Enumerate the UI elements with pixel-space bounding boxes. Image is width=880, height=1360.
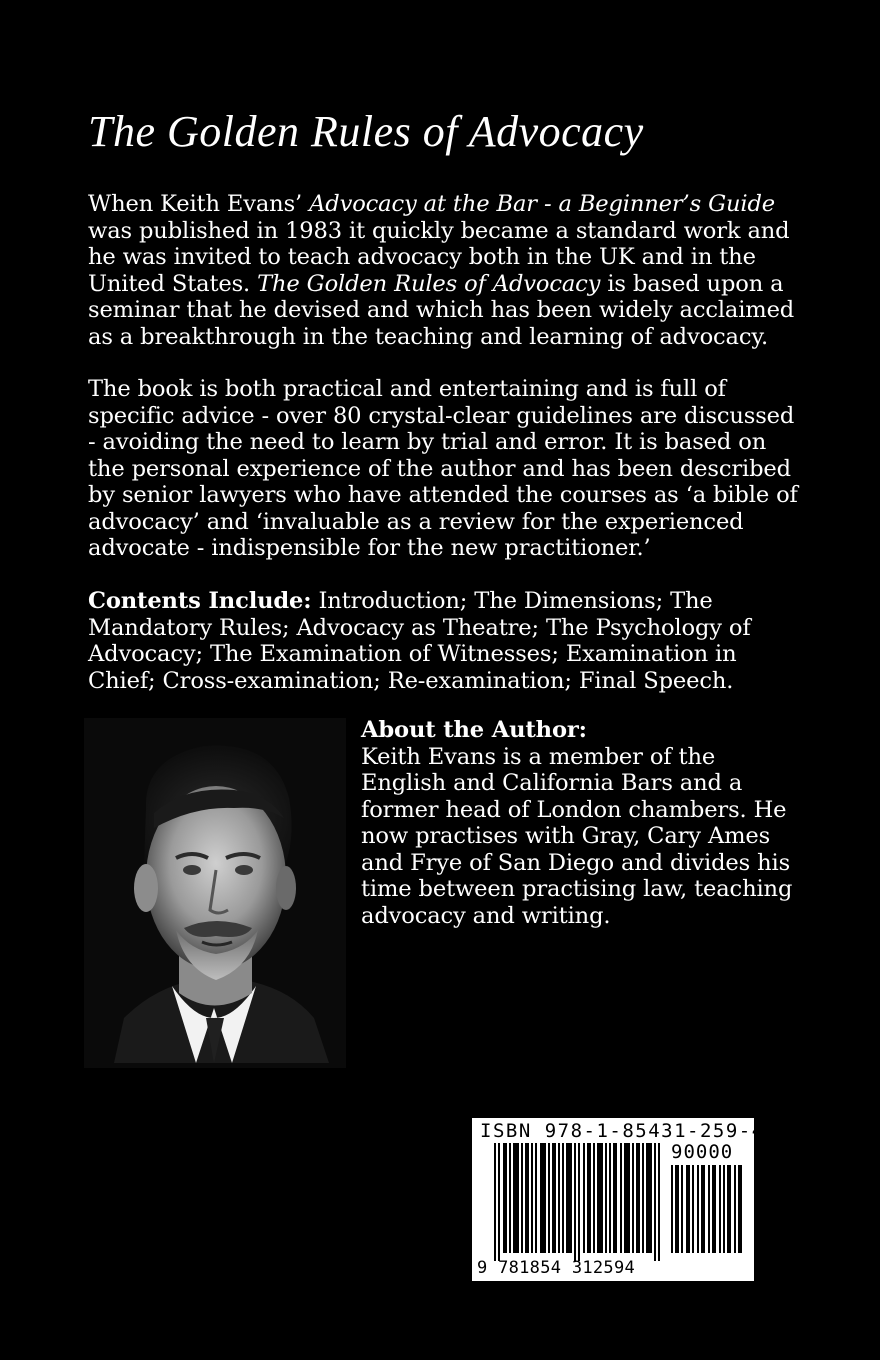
book-title: The Golden Rules of Advocacy	[88, 107, 644, 156]
barcode-bars-main	[494, 1143, 666, 1261]
author-photo	[84, 718, 346, 1068]
about-author	[361, 717, 801, 929]
price-code: 90000	[671, 1141, 734, 1163]
isbn-barcode	[472, 1118, 765, 1281]
desc-text: is based upon a seminar that he devised and which has been widely acclaimed as a breakthrough in the teaching and learning of advocacy.	[88, 270, 795, 350]
desc-italic-title: Advocacy at the Bar - a Beginner’s Guide	[309, 191, 775, 217]
desc-text: When Keith Evans’	[88, 191, 310, 217]
contents-paragraph	[88, 588, 808, 694]
desc-italic-title: The Golden Rules of Advocacy	[257, 270, 601, 297]
barcode-bars-addon	[671, 1165, 743, 1253]
isbn-number: ISBN 978-1-85431-259-4	[480, 1120, 765, 1142]
desc-text: was published in 1983 it quickly became a standard work and he was invited to teach advocacy both in the UK and in the United States.	[88, 217, 790, 297]
contents-label: Contents Include:	[88, 588, 312, 614]
about-author-bio: Keith Evans is a member of the English and California Bars and a former head of London chambers. He now practises with Gray, Cary Ames and Frye of San Diego and divides his time between practising law, teaching advocacy and writing.	[361, 743, 793, 929]
ean-number: 9 781854 312594	[477, 1258, 636, 1278]
description-paragraph-2: The book is both practical and entertaining and is full of specific advice - over 80 crystal-clear guidelines are discussed - avoiding the need to learn by trial and error. It is based on the personal experience of the author and has been described by senior lawyers who have attended the courses as ‘a bible of advocacy’ and ‘invaluable as a review for the experienced advocate - indispensible for the new practitioner.’	[88, 376, 798, 561]
contents-list: Introduction; The Dimensions; The Mandatory Rules; Advocacy as Theatre; The Psychology of Advocacy; The Examination of Witnesses; Examination in Chief; Cross-examination; Re-examination; Final Speech.	[88, 588, 751, 694]
about-author-heading: About the Author:	[361, 717, 587, 743]
description-paragraph-1	[88, 191, 808, 350]
